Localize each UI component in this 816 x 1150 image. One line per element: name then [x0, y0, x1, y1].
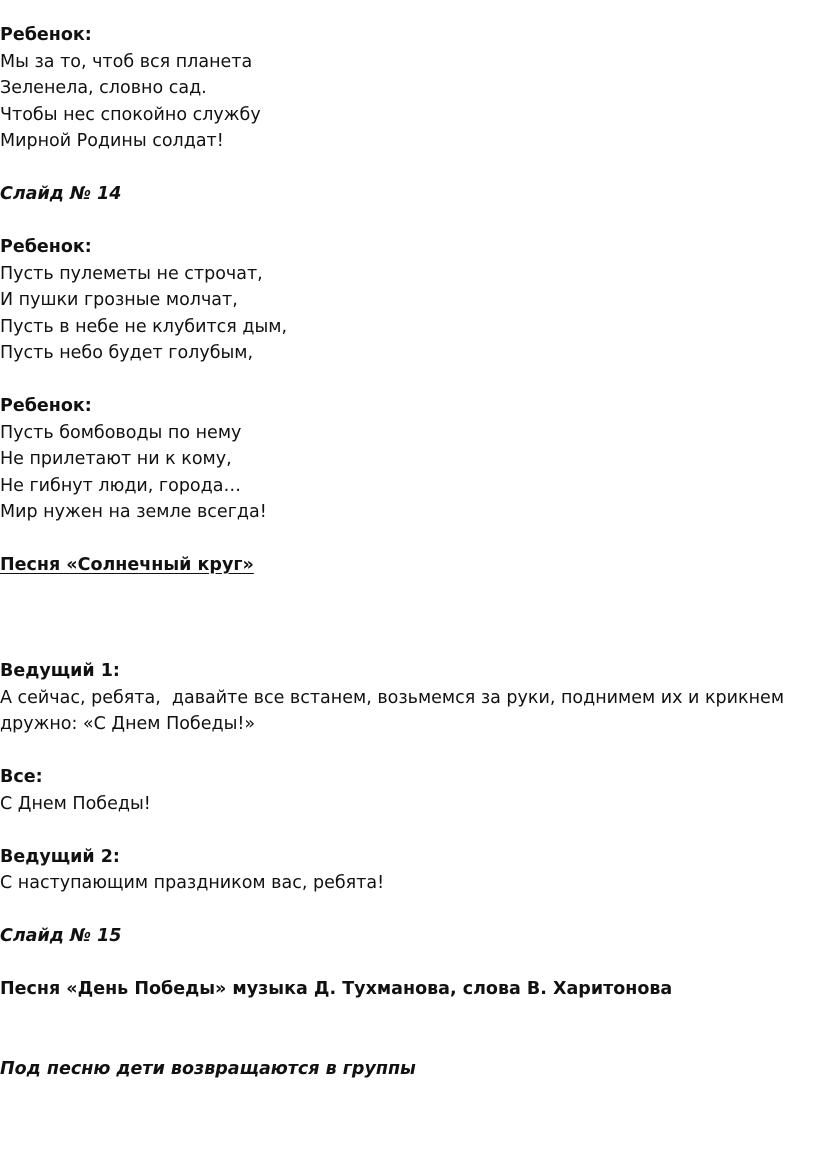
speaker-label: Ребенок: [0, 237, 92, 257]
verse-line: Пусть в небе не клубится дым, [0, 316, 288, 337]
spacer [0, 1003, 800, 1056]
speech-line: А сейчас, ребята, давайте все встанем, возьмемся за руки, поднимем их и крикнем [0, 687, 785, 708]
verse-line: Не гибнут люди, города… [0, 475, 241, 496]
verse-line: Мирной Родины солдат! [0, 131, 224, 151]
verse-line: Пусть небо будет голубым, [0, 343, 254, 363]
spacer [0, 526, 800, 553]
speech-line: С наступающим праздником вас, ребята! [0, 873, 385, 893]
stage-direction: Под песню дети возвращаются в группы [0, 1058, 416, 1079]
verse-line: Чтобы нес спокойно службу [0, 104, 261, 125]
spacer [0, 632, 800, 659]
speech-line: С Днем Победы! [0, 793, 151, 814]
verse-line: Мы за то, чтоб вся планета [0, 51, 253, 72]
verse-line: Не прилетают ни к кому, [0, 449, 232, 469]
spacer [0, 950, 800, 977]
verse-line: Мир нужен на земле всегда! [0, 502, 267, 522]
verse-line: Пусть бомбоводы по нему [0, 422, 242, 443]
speaker-label: Ведущий 1: [0, 661, 120, 681]
spacer [0, 155, 800, 182]
song-heading: Песня «Солнечный круг» [0, 555, 254, 575]
verse-line: Пусть пулеметы не строчат, [0, 263, 263, 284]
speaker-label: Ребенок: [0, 25, 92, 45]
speech-line: дружно: «С Днем Победы!» [0, 714, 256, 734]
verse-line: И пушки грозные молчат, [0, 290, 238, 310]
speaker-label: Ведущий 2: [0, 846, 120, 867]
spacer [0, 897, 800, 924]
document-page [0, 22, 800, 1082]
spacer [0, 817, 800, 844]
spacer [0, 208, 800, 235]
verse-line: Зеленела, словно сад. [0, 78, 207, 98]
slide-heading: Слайд № 15 [0, 926, 122, 946]
spacer [0, 367, 800, 394]
slide-heading: Слайд № 14 [0, 184, 122, 204]
spacer [0, 579, 800, 632]
song-heading: Песня «День Победы» музыка Д. Тухманова, слова В. Харитонова [0, 979, 673, 999]
speaker-label: Все: [0, 767, 43, 787]
speaker-label: Ребенок: [0, 396, 92, 416]
spacer [0, 738, 800, 765]
